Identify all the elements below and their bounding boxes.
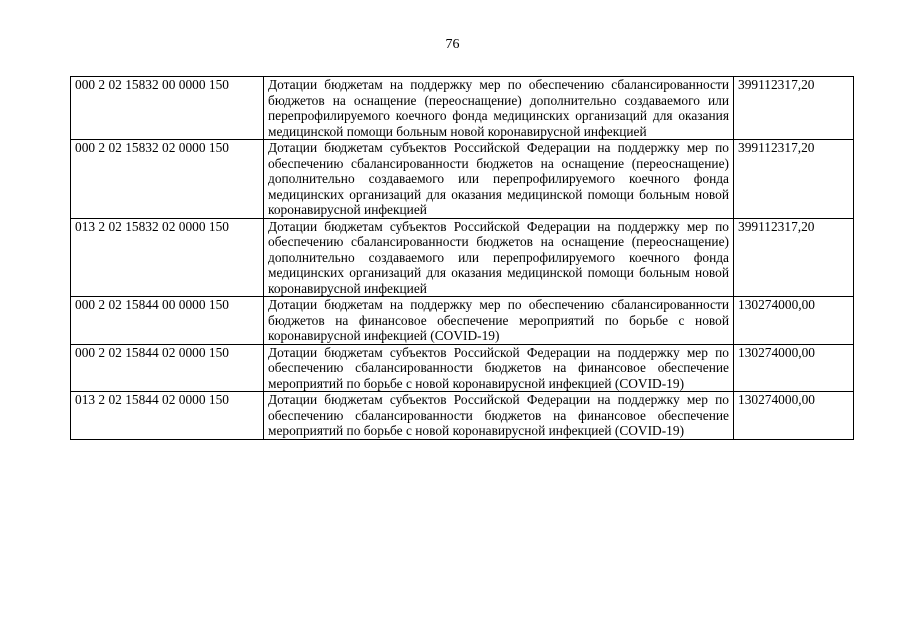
revenue-description: Дотации бюджетам на поддержку мер по обеспечению сбалансированности бюджетов на финансовое обеспечение мероприятий по борьбе с новой коронавирусной инфекцией (COVID-19) bbox=[264, 297, 734, 345]
revenue-description: Дотации бюджетам субъектов Российской Федерации на поддержку мер по обеспечению сбалансированности бюджетов на оснащение (переоснащение) дополнительно создаваемого или перепрофилируемого коечного фонда медицинских организаций для оказания медицинской помощи больным новой коронавирусной инфекцией bbox=[264, 140, 734, 219]
budget-classification-code: 000 2 02 15844 00 0000 150 bbox=[71, 297, 264, 345]
amount-value: 399112317,20 bbox=[734, 218, 854, 297]
table-row bbox=[71, 344, 854, 392]
revenue-description: Дотации бюджетам субъектов Российской Федерации на поддержку мер по обеспечению сбалансированности бюджетов на финансовое обеспечение мероприятий по борьбе с новой коронавирусной инфекцией (COVID-19) bbox=[264, 392, 734, 440]
budget-classification-code: 000 2 02 15832 02 0000 150 bbox=[71, 140, 264, 219]
table-row bbox=[71, 218, 854, 297]
revenue-description: Дотации бюджетам субъектов Российской Федерации на поддержку мер по обеспечению сбалансированности бюджетов на оснащение (переоснащение) дополнительно создаваемого или перепрофилируемого коечного фонда медицинских организаций для оказания медицинской помощи больным новой коронавирусной инфекцией bbox=[264, 218, 734, 297]
revenue-description: Дотации бюджетам субъектов Российской Федерации на поддержку мер по обеспечению сбалансированности бюджетов на финансовое обеспечение мероприятий по борьбе с новой коронавирусной инфекцией (COVID-19) bbox=[264, 344, 734, 392]
table-row bbox=[71, 140, 854, 219]
amount-value: 399112317,20 bbox=[734, 77, 854, 140]
table-row bbox=[71, 297, 854, 345]
budget-classification-code: 000 2 02 15844 02 0000 150 bbox=[71, 344, 264, 392]
budget-classification-code: 000 2 02 15832 00 0000 150 bbox=[71, 77, 264, 140]
budget-classification-code: 013 2 02 15832 02 0000 150 bbox=[71, 218, 264, 297]
table-row bbox=[71, 392, 854, 440]
amount-value: 399112317,20 bbox=[734, 140, 854, 219]
amount-value: 130274000,00 bbox=[734, 344, 854, 392]
budget-revenue-table bbox=[70, 76, 854, 440]
revenue-description: Дотации бюджетам на поддержку мер по обеспечению сбалансированности бюджетов на оснащение (переоснащение) дополнительно создаваемого или перепрофилируемого коечного фонда медицинских организаций для оказания медицинской помощи больным новой коронавирусной инфекцией bbox=[264, 77, 734, 140]
budget-classification-code: 013 2 02 15844 02 0000 150 bbox=[71, 392, 264, 440]
table-row bbox=[71, 77, 854, 140]
amount-value: 130274000,00 bbox=[734, 297, 854, 345]
amount-value: 130274000,00 bbox=[734, 392, 854, 440]
page-number: 76 bbox=[445, 37, 460, 52]
